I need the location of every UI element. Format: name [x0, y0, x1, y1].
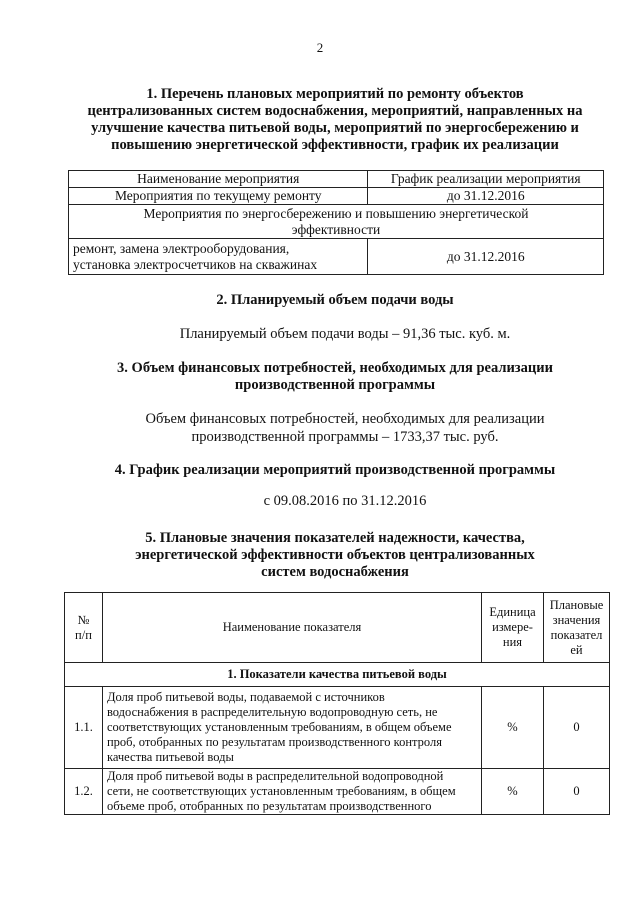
indicators-name-header: Наименование показателя — [102, 593, 481, 663]
indicator-number: 1.1. — [65, 687, 103, 769]
activities-col-name-header: Наименование мероприятия — [69, 171, 368, 188]
activity-name: ремонт, замена электрооборудования, установка электросчетчиков на скважинах — [69, 239, 368, 275]
section-3-text: Объем финансовых потребностей, необходимых для реализации производственной программы – 1733,37 тыс. руб. — [145, 411, 545, 445]
indicators-num-header: № п/п — [65, 593, 103, 663]
section-1-title: 1. Перечень плановых мероприятий по ремонту объектов централизованных систем водоснабжения, мероприятий, направленных на улучшение качества питьевой воды, мероприятий по энергосбережению и повышению энергетической эффективности, график их реализации — [87, 86, 583, 153]
section-4-title: 4. График реализации мероприятий производственной программы — [114, 462, 556, 478]
indicator-number: 1.2. — [65, 769, 103, 815]
indicator-unit: % — [482, 687, 544, 769]
activities-group-row: Мероприятия по энергосбережению и повышению энергетической эффективности — [69, 205, 604, 239]
indicators-table — [64, 592, 610, 815]
section-5-title: 5. Плановые значения показателей надежности, качества, энергетической эффективности объектов централизованных систем водоснабжения — [135, 530, 535, 580]
activity-name: Мероприятия по текущему ремонту — [69, 188, 368, 205]
activity-date: до 31.12.2016 — [368, 239, 604, 275]
indicator-name: Доля проб питьевой воды, подаваемой с источников водоснабжения в распределительную водопроводную сеть, не соответствующих установленным требованиям, в общем объеме проб, отобранных по результатам производственного контроля качества питьевой воды — [102, 687, 481, 769]
section-4-text: с 09.08.2016 по 31.12.2016 — [263, 493, 427, 509]
activities-col-schedule-header: График реализации мероприятия — [368, 171, 604, 188]
indicator-value: 0 — [543, 769, 609, 815]
section-2-title: 2. Планируемый объем подачи воды — [216, 292, 454, 308]
section-2-text: Планируемый объем подачи воды – 91,36 тыс. куб. м. — [179, 326, 511, 342]
indicators-unit-header: Единица измере- ния — [482, 593, 544, 663]
indicator-name: Доля проб питьевой воды в распределительной водопроводной сети, не соответствующих установленным требованиям, в общем объеме проб, отобранных по результатам производственного — [102, 769, 481, 815]
indicators-group-row: 1. Показатели качества питьевой воды — [65, 663, 610, 687]
indicator-value: 0 — [543, 687, 609, 769]
section-3-title: 3. Объем финансовых потребностей, необходимых для реализации производственной программы — [117, 360, 553, 393]
indicators-value-header: Плановые значения показател ей — [543, 593, 609, 663]
page-number: 2 — [316, 40, 324, 55]
indicator-unit: % — [482, 769, 544, 815]
activities-table — [68, 170, 604, 275]
activity-date: до 31.12.2016 — [368, 188, 604, 205]
